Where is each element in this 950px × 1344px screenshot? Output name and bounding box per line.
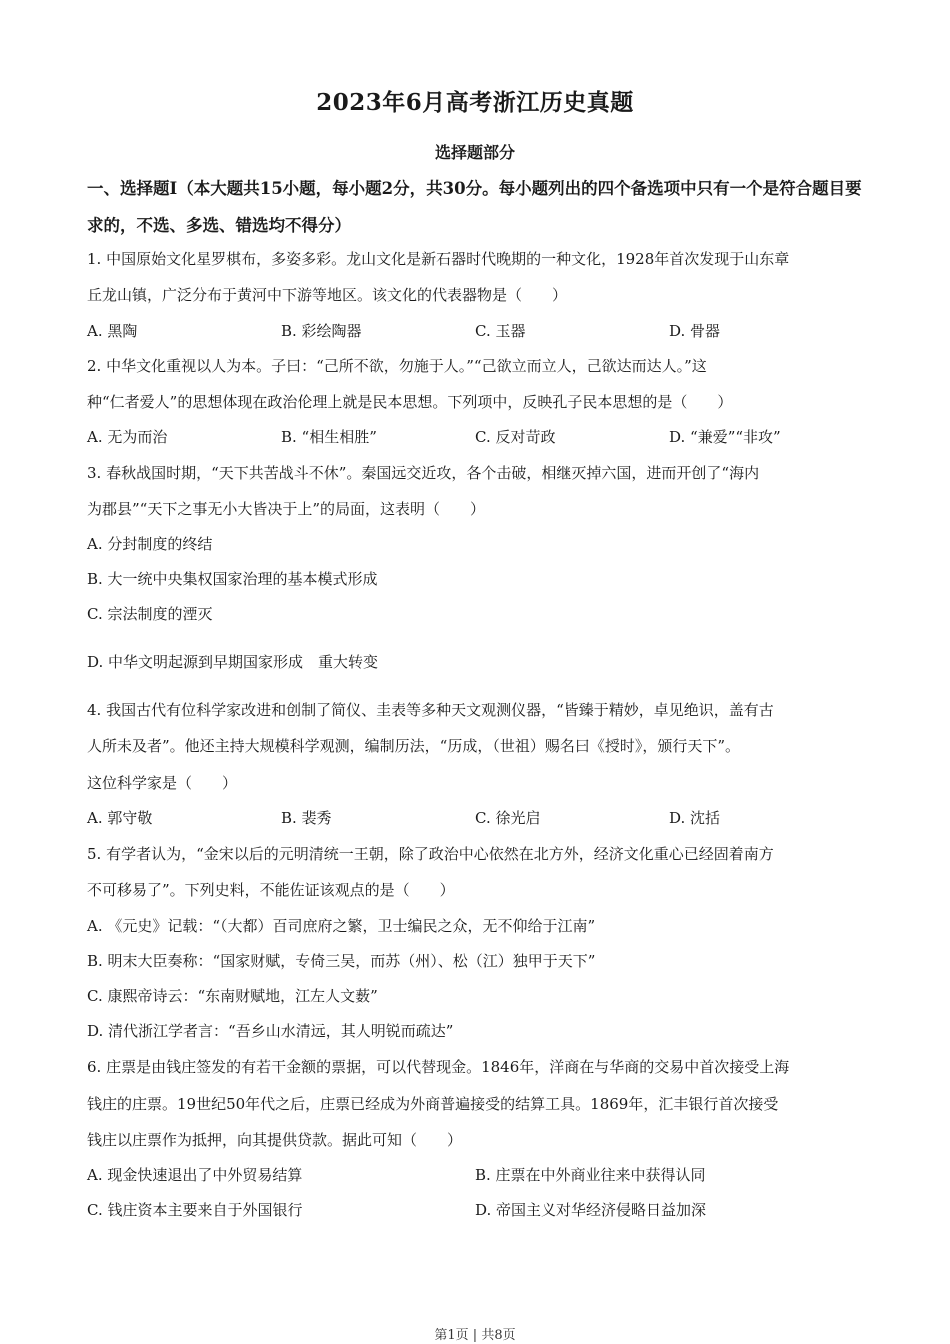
question-2-option-b: B. “相生相胜” bbox=[281, 428, 377, 446]
question-3-line-2: 为郡县”“天下之事无小大皆决于上”的局面，这表明（ ） bbox=[87, 500, 486, 518]
question-3-line-1: 3. 春秋战国时期，“天下共苦战斗不休”。秦国远交近攻，各个击破，相继灭掉六国，进而开创了“海内 bbox=[87, 464, 760, 482]
question-4-option-d: D. 沈括 bbox=[669, 809, 721, 827]
question-6-option-a: A. 现金快速退出了中外贸易结算 bbox=[87, 1166, 303, 1184]
question-4-option-c: C. 徐光启 bbox=[475, 809, 541, 827]
question-6-line-2: 钱庄的庄票。19世纪50年代之后，庄票已经成为外商普遍接受的结算工具。1869年，汇丰银行首次接受 bbox=[87, 1095, 779, 1113]
question-1-line-1: 1. 中国原始文化星罗棋布，多姿多彩。龙山文化是新石器时代晚期的一种文化，1928年首次发现于山东章 bbox=[87, 250, 790, 268]
question-2-option-a: A. 无为而治 bbox=[87, 428, 168, 446]
question-1-option-c: C. 玉器 bbox=[475, 322, 526, 340]
question-5-option-b: B. 明末大臣奏称：“国家财赋，专倚三吴，而苏（州）、松（江）独甲于天下” bbox=[87, 952, 596, 970]
question-4-option-b: B. 裴秀 bbox=[281, 809, 332, 827]
question-5-option-c: C. 康熙帝诗云：“东南财赋地，江左人文薮” bbox=[87, 987, 378, 1005]
page-title: 2023年6月高考浙江历史真题 bbox=[316, 89, 634, 116]
question-4-line-2: 人所未及者”。他还主持大规模科学观测，编制历法，“历成，（世祖）赐名曰《授时》，颁行天下”。 bbox=[87, 737, 741, 755]
question-5-option-d: D. 清代浙江学者言：“吾乡山水清远，其人明锐而疏达” bbox=[87, 1022, 454, 1040]
page-footer: 第1页 | 共8页 bbox=[434, 1328, 516, 1343]
question-1-option-b: B. 彩绘陶器 bbox=[281, 322, 362, 340]
section-heading: 一、选择题Ⅰ（本大题共15小题，每小题2分，共30分。每小题列出的四个备选项中只有一个是符合题目要求的，不选、多选、错选均不得分） bbox=[87, 179, 862, 235]
question-3-option-d: D. 中华文明起源到早期国家形成 重大转变 bbox=[87, 653, 379, 671]
question-4-line-3: 这位科学家是（ ） bbox=[87, 774, 238, 792]
question-4-line-1: 4. 我国古代有位科学家改进和创制了简仪、圭表等多种天文观测仪器，“皆臻于精妙，卓见绝识，盖有古 bbox=[87, 701, 774, 719]
question-1-option-d: D. 骨器 bbox=[669, 322, 721, 340]
question-2-option-d: D. “兼爱”“非攻” bbox=[669, 428, 781, 446]
question-5-line-1: 5. 有学者认为，“金宋以后的元明清统一王朝，除了政治中心依然在北方外，经济文化重心已经固着南方 bbox=[87, 845, 774, 863]
question-6-option-b: B. 庄票在中外商业往来中获得认同 bbox=[475, 1166, 706, 1184]
question-6-option-c: C. 钱庄资本主要来自于外国银行 bbox=[87, 1201, 303, 1219]
question-6-line-3: 钱庄以庄票作为抵押，向其提供贷款。据此可知（ ） bbox=[87, 1131, 463, 1149]
section-subtitle: 选择题部分 bbox=[434, 143, 515, 162]
question-3-option-b: B. 大一统中央集权国家治理的基本模式形成 bbox=[87, 570, 378, 588]
question-5-option-a: A. 《元史》记载：“（大都）百司庶府之繁，卫士编民之众，无不仰给于江南” bbox=[87, 917, 596, 935]
question-4-option-a: A. 郭守敬 bbox=[87, 809, 153, 827]
question-5-line-2: 不可移易了”。下列史料，不能佐证该观点的是（ ） bbox=[87, 881, 455, 899]
question-2-option-c: C. 反对苛政 bbox=[475, 428, 556, 446]
question-3-option-c: C. 宗法制度的湮灭 bbox=[87, 605, 213, 623]
question-2-line-1: 2. 中华文化重视以人为本。子曰：“己所不欲，勿施于人。”“己欲立而立人，己欲达而达人。”这 bbox=[87, 357, 707, 375]
question-2-line-2: 种“仁者爱人”的思想体现在政治伦理上就是民本思想。下列项中，反映孔子民本思想的是（ ） bbox=[87, 393, 733, 411]
question-6-option-d: D. 帝国主义对华经济侵略日益加深 bbox=[475, 1201, 707, 1219]
question-6-line-1: 6. 庄票是由钱庄签发的有若干金额的票据，可以代替现金。1846年，洋商在与华商的交易中首次接受上海 bbox=[87, 1058, 790, 1076]
question-1-line-2: 丘龙山镇，广泛分布于黄河中下游等地区。该文化的代表器物是（ ） bbox=[87, 286, 568, 304]
question-3-option-a: A. 分封制度的终结 bbox=[87, 535, 213, 553]
question-1-option-a: A. 黑陶 bbox=[87, 322, 138, 340]
